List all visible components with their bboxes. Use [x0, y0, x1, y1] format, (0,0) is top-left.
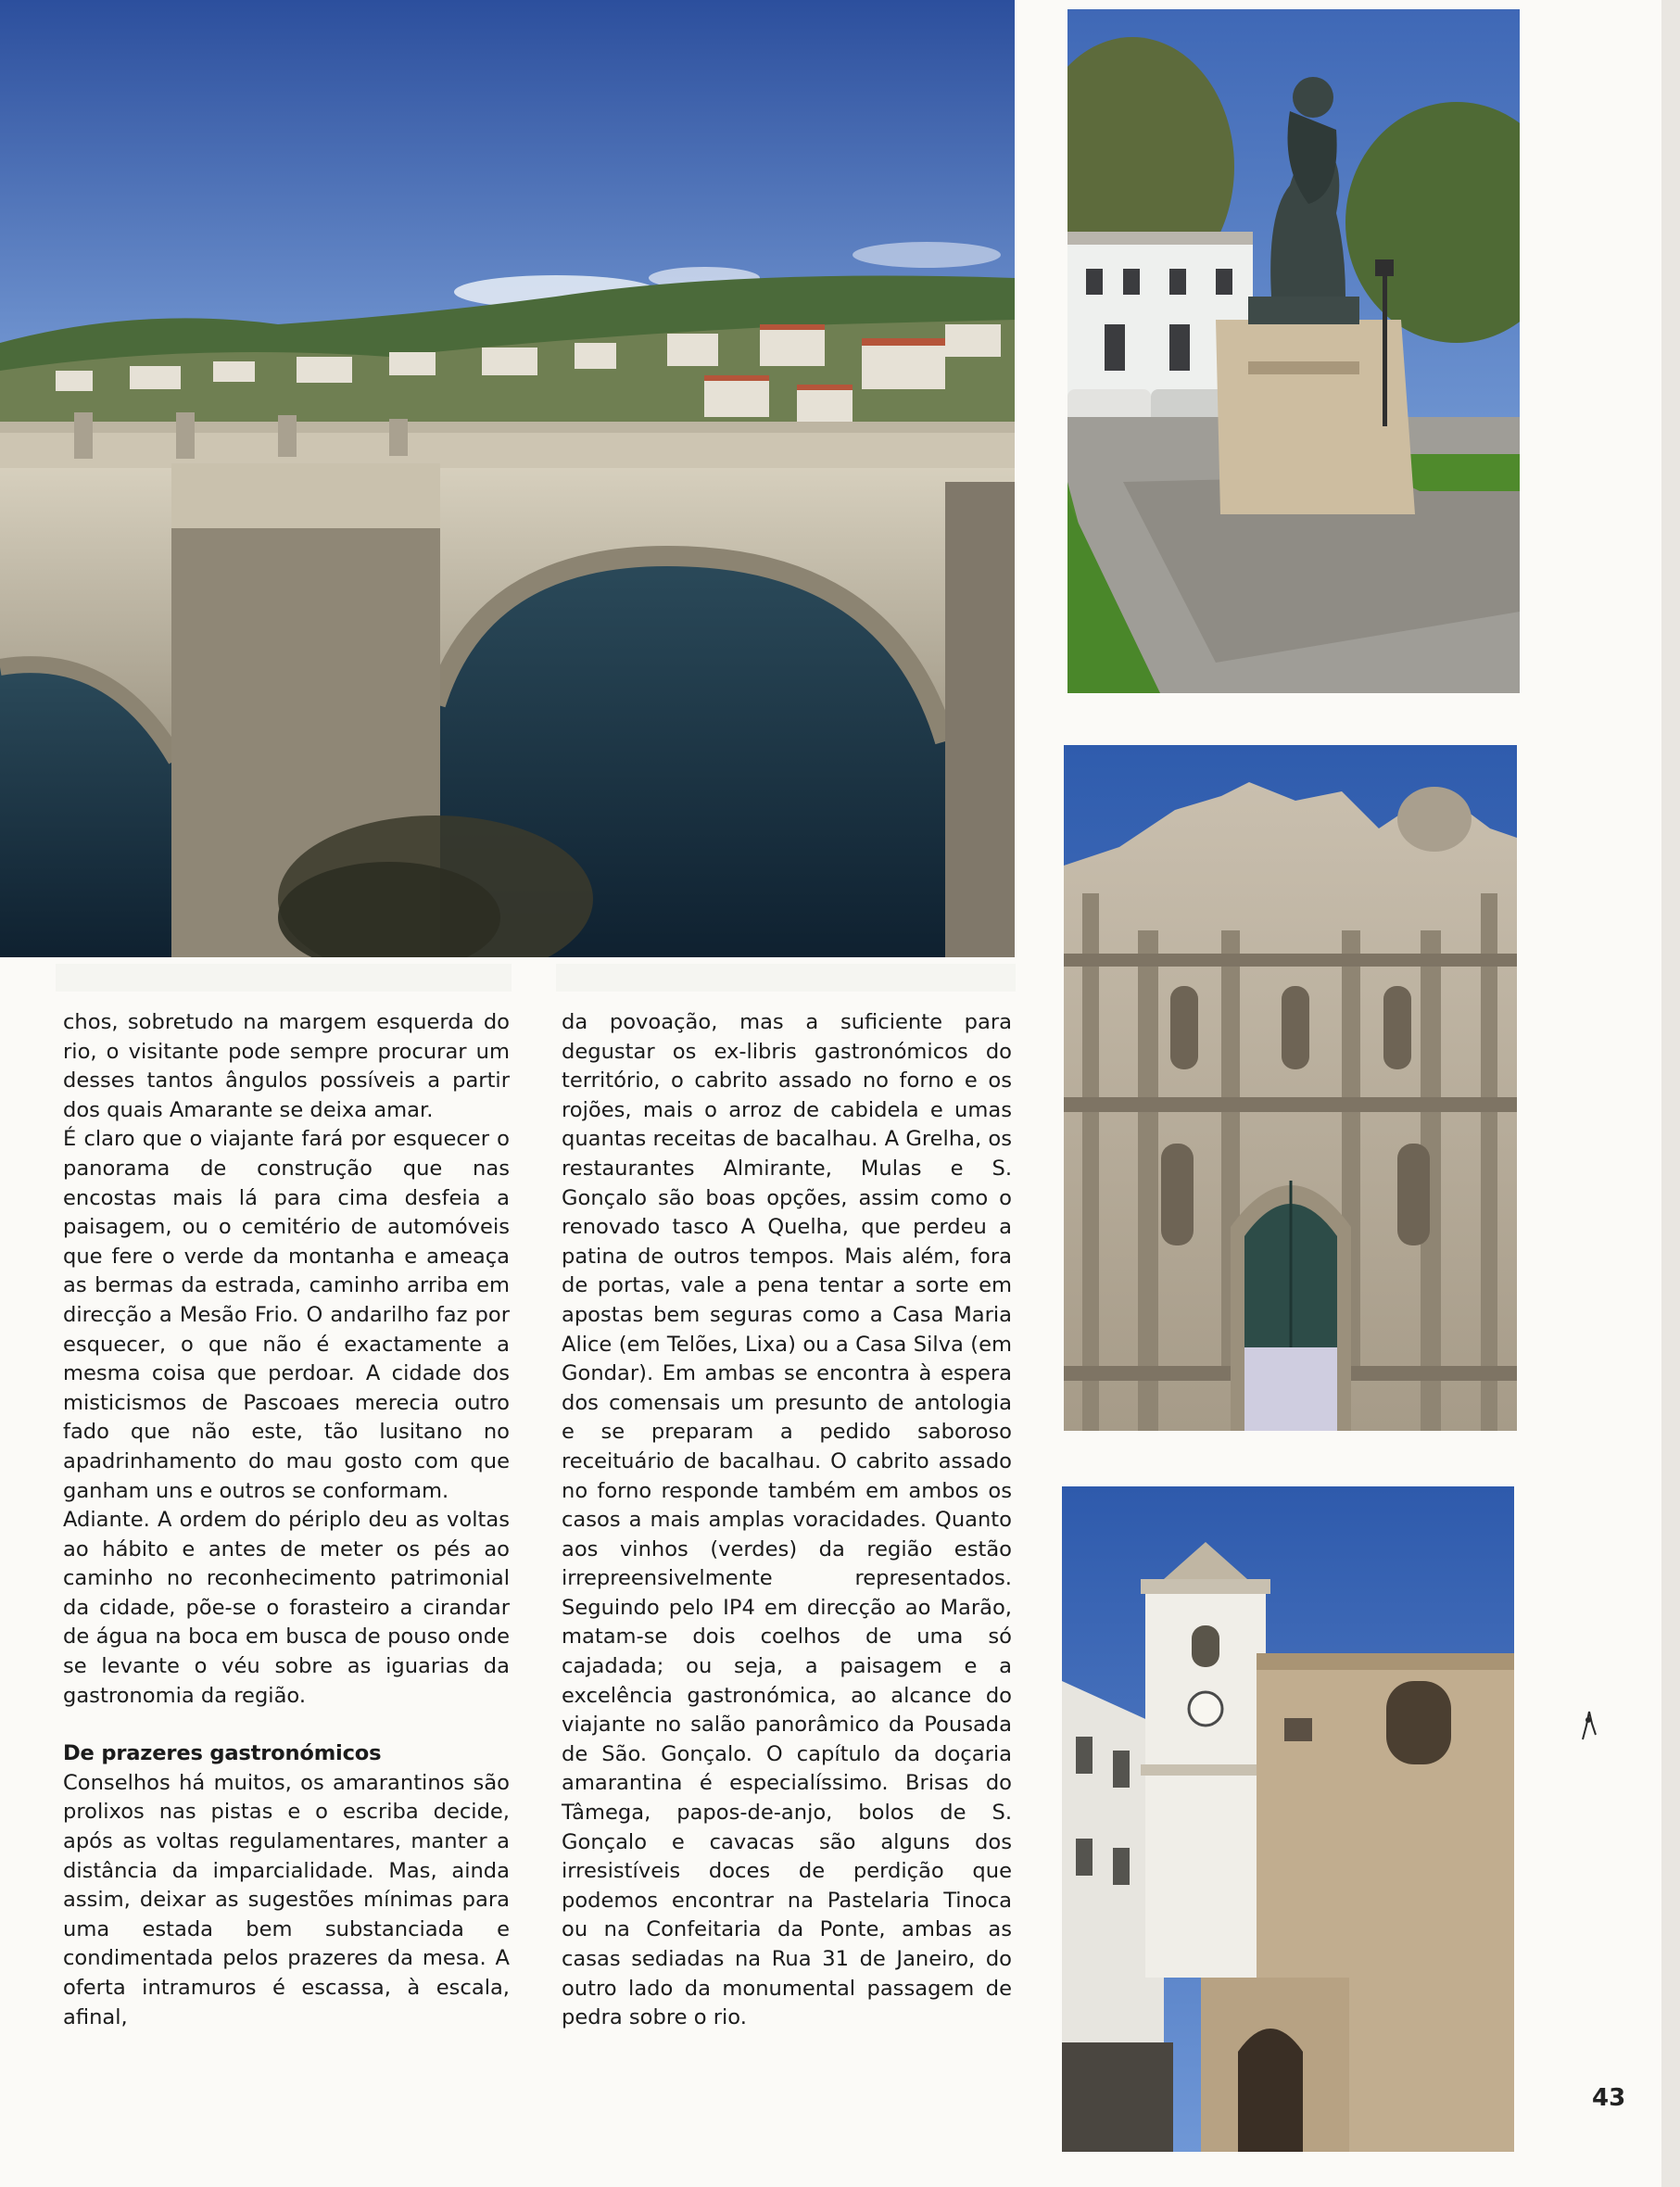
paragraph-1: chos, sobretudo na margem esquerda do rio, o visitante pode sempre procurar um desses tantos ângulos possíveis a partir dos quais Amarante se deixa amar.	[63, 1010, 510, 1122]
page-edge	[1661, 0, 1680, 2187]
paragraph-3: Adiante. A ordem do périplo deu as voltas ao hábito e antes de meter os pés ao caminho no reconhecimento patrimonial da cidade, põe-se o forasteiro a cirandar de água na boca em busca de pouso onde se levante o véu sobre as iguarias da gastronomia da região.	[63, 1508, 510, 1708]
facade-illustration	[1064, 745, 1517, 1431]
subheading: De prazeres gastronómicos	[63, 1741, 382, 1766]
article-column-right	[562, 1008, 1012, 2033]
shade-right	[556, 964, 1016, 992]
tower-illustration	[1062, 1486, 1514, 2152]
church-tower-photo	[1062, 1486, 1514, 2152]
paragraph-2: É claro que o viajante fará por esquecer o panorama de construção que nas encostas mais lá para cima desfeia a paisagem, ou o cemitério de automóveis que fere o verde da montanha e ameaça as bermas da estrada, caminho arriba em direcção a Mesão Frio. O andarilho faz por esquecer, o que não é exactamente a mesma coisa que perdoar. A cidade dos misticismos de Pascoaes merecia outro fado que não este, tão lusitano no apadrinhamento do mau gosto com que ganham uns e outros se conformam.	[63, 1127, 510, 1503]
shade-left	[56, 964, 512, 992]
page-number: 43	[1592, 2084, 1626, 2112]
statue-illustration	[1067, 9, 1520, 693]
insect-speck-icon	[1575, 1707, 1603, 1744]
statue-photo	[1067, 9, 1520, 693]
bridge-illustration	[0, 0, 1015, 957]
paragraph-4: Conselhos há muitos, os amarantinos são prolixos nas pistas e o escriba decide, após as voltas regulamentares, manter a distância da imparcialidade. Mas, ainda assim, deixar as sugestões mínimas para uma estada bem substanciada e condimentada pelos prazeres da mesa. A oferta intramuros é escassa, à escala, afinal,	[63, 1770, 510, 2029]
church-facade-photo	[1064, 745, 1517, 1431]
bridge-photo	[0, 0, 1015, 957]
article-column-left	[63, 1008, 510, 2032]
paragraph-5: da povoação, mas a suficiente para degustar os ex-libris gastronómicos do território, o cabrito assado no forno e os rojões, mais o arroz de cabidela e umas quantas receitas de bacalhau. A Grelha, os restaurantes Almirante, Mulas e S. Gonçalo são boas opções, assim como o renovado tasco A Quelha, que perdeu a patina de outros tempos. Mais além, fora de portas, vale a pena tentar a sorte em apostas bem seguras como a Casa Maria Alice (em Telões, Lixa) ou a Casa Silva (em Gondar). Em ambas se encontra à espera dos comensais um presunto de antologia e se preparam a pedido saboroso receituário de bacalhau. O cabrito assado no forno responde também em ambos os casos a mais amplas voracidades. Quanto aos vinhos (verdes) da região estão irrepreensivelmente representados. Seguindo pelo IP4 em direcção ao Marão, matam-se dois coelhos de uma só cajadada; ou seja, a paisagem e a excelência gastronómica, ao alcance do viajante no salão panorâmico da Pousada de São. Gonçalo. O capítulo da doçaria amarantina é especialíssimo. Brisas do Tâmega, papos-de-anjo, bolos de S. Gonçalo e cavacas são alguns dos irresistíveis doces de perdição que podemos encontrar na Pastelaria Tinoca ou na Confeitaria da Ponte, ambas as casas sediadas na Rua 31 de Janeiro, do outro lado da monumental passagem de pedra sobre o rio.	[562, 1010, 1012, 2030]
